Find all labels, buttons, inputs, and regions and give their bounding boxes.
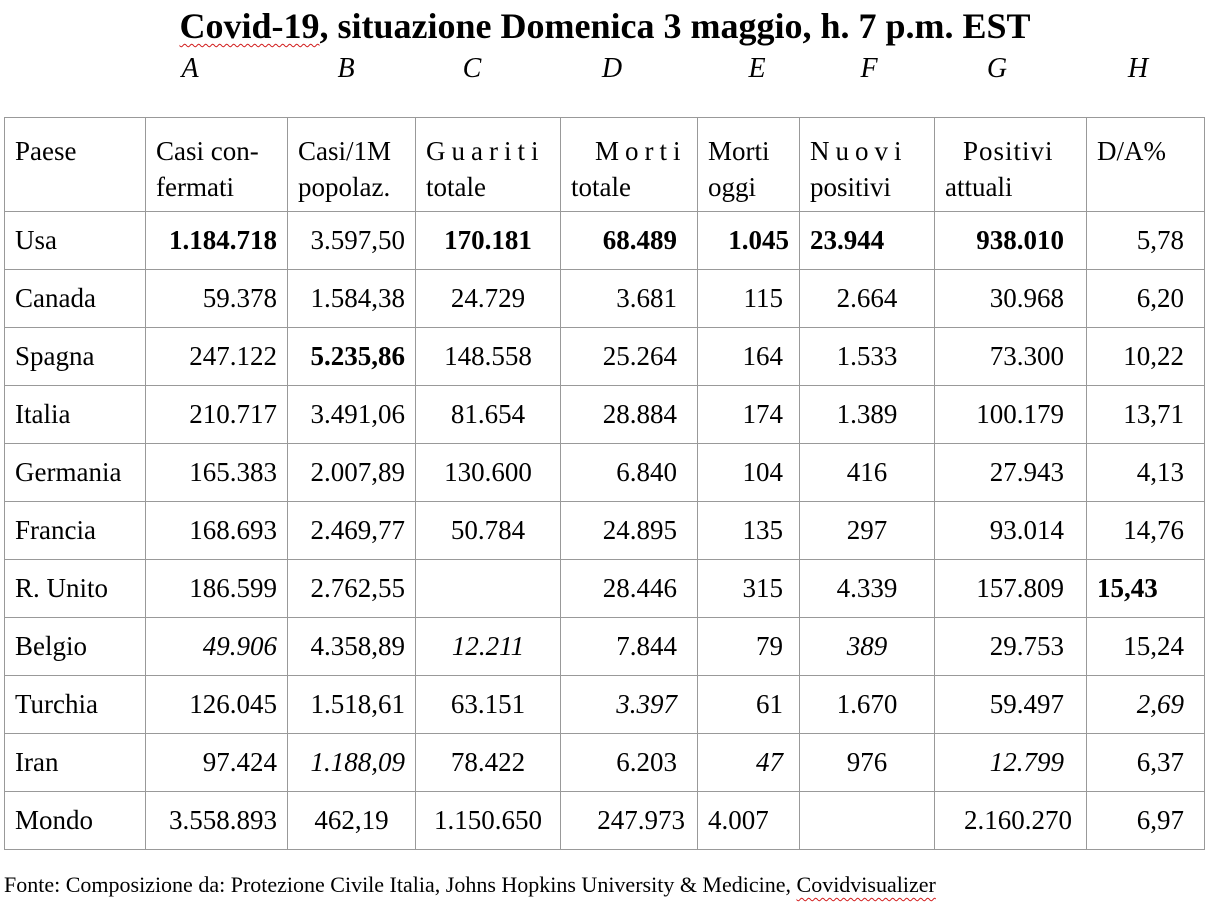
positivi-attuali-cell: 938.010 bbox=[935, 212, 1087, 270]
country-cell: Mondo bbox=[5, 792, 146, 850]
morti-oggi-cell: 61 bbox=[698, 676, 800, 734]
morti-totale-cell: 25.264 bbox=[561, 328, 698, 386]
column-letter-g: G bbox=[986, 53, 1008, 84]
guariti-cell: 1.150.650 bbox=[416, 792, 561, 850]
header-morti-totale: Morti totale bbox=[561, 118, 698, 212]
casi-confermati-cell: 165.383 bbox=[146, 444, 288, 502]
source-text: Fonte: Composizione da: Protezione Civile Italia, Johns Hopkins University & Medicine, bbox=[4, 872, 797, 897]
table-row bbox=[5, 618, 1205, 676]
positivi-attuali-cell: 2.160.270 bbox=[935, 792, 1087, 850]
nuovi-positivi-cell: 297 bbox=[800, 502, 935, 560]
casi-confermati-cell: 186.599 bbox=[146, 560, 288, 618]
table-row bbox=[5, 270, 1205, 328]
nuovi-positivi-cell bbox=[800, 792, 935, 850]
table-row bbox=[5, 676, 1205, 734]
casi-1m-cell: 1.584,38 bbox=[288, 270, 416, 328]
morti-totale-cell: 3.397 bbox=[561, 676, 698, 734]
country-cell: Turchia bbox=[5, 676, 146, 734]
header-morti-oggi: Morti oggi bbox=[698, 118, 800, 212]
da-percent-cell: 14,76 bbox=[1087, 502, 1205, 560]
table-row bbox=[5, 734, 1205, 792]
column-letter-a: A bbox=[181, 53, 199, 84]
column-letter-d: D bbox=[601, 53, 623, 84]
morti-oggi-cell: 115 bbox=[698, 270, 800, 328]
da-percent-cell: 6,37 bbox=[1087, 734, 1205, 792]
table-row bbox=[5, 328, 1205, 386]
morti-oggi-cell: 104 bbox=[698, 444, 800, 502]
source-note bbox=[4, 870, 936, 900]
da-percent-cell: 10,22 bbox=[1087, 328, 1205, 386]
morti-totale-cell: 7.844 bbox=[561, 618, 698, 676]
country-cell: Usa bbox=[5, 212, 146, 270]
document-title bbox=[0, 6, 1210, 46]
morti-oggi-cell: 79 bbox=[698, 618, 800, 676]
casi-confermati-cell: 168.693 bbox=[146, 502, 288, 560]
header-casi-confermati: Casi con- fermati bbox=[146, 118, 288, 212]
casi-1m-cell: 2.469,77 bbox=[288, 502, 416, 560]
casi-1m-cell: 462,19 bbox=[288, 792, 416, 850]
guariti-cell: 81.654 bbox=[416, 386, 561, 444]
morti-totale-cell: 68.489 bbox=[561, 212, 698, 270]
table-row bbox=[5, 386, 1205, 444]
casi-confermati-cell: 126.045 bbox=[146, 676, 288, 734]
title-word-covid: Covid-19 bbox=[179, 6, 320, 46]
da-percent-cell: 15,43 bbox=[1087, 560, 1205, 618]
header-paese: Paese bbox=[5, 118, 146, 212]
casi-confermati-cell: 247.122 bbox=[146, 328, 288, 386]
country-cell: R. Unito bbox=[5, 560, 146, 618]
table-header-row bbox=[5, 118, 1205, 212]
positivi-attuali-cell: 27.943 bbox=[935, 444, 1087, 502]
nuovi-positivi-cell: 976 bbox=[800, 734, 935, 792]
header-nuovi-positivi: Nuovi positivi bbox=[800, 118, 935, 212]
morti-totale-cell: 28.884 bbox=[561, 386, 698, 444]
casi-confermati-cell: 1.184.718 bbox=[146, 212, 288, 270]
title-rest: , situazione Domenica 3 maggio, h. 7 p.m. EST bbox=[319, 6, 1031, 46]
table-row bbox=[5, 444, 1205, 502]
country-cell: Spagna bbox=[5, 328, 146, 386]
nuovi-positivi-cell: 1.389 bbox=[800, 386, 935, 444]
casi-1m-cell: 2.007,89 bbox=[288, 444, 416, 502]
guariti-cell: 24.729 bbox=[416, 270, 561, 328]
table-row bbox=[5, 212, 1205, 270]
casi-confermati-cell: 49.906 bbox=[146, 618, 288, 676]
da-percent-cell: 2,69 bbox=[1087, 676, 1205, 734]
country-cell: Canada bbox=[5, 270, 146, 328]
country-cell: Italia bbox=[5, 386, 146, 444]
da-percent-cell: 5,78 bbox=[1087, 212, 1205, 270]
morti-totale-cell: 6.203 bbox=[561, 734, 698, 792]
column-letter-e: E bbox=[748, 53, 766, 84]
column-letters bbox=[0, 52, 1220, 88]
positivi-attuali-cell: 100.179 bbox=[935, 386, 1087, 444]
morti-oggi-cell: 174 bbox=[698, 386, 800, 444]
casi-1m-cell: 5.235,86 bbox=[288, 328, 416, 386]
casi-confermati-cell: 59.378 bbox=[146, 270, 288, 328]
guariti-cell: 170.181 bbox=[416, 212, 561, 270]
casi-1m-cell: 2.762,55 bbox=[288, 560, 416, 618]
header-casi-1m: Casi/1M popolaz. bbox=[288, 118, 416, 212]
nuovi-positivi-cell: 1.533 bbox=[800, 328, 935, 386]
column-letter-h: H bbox=[1127, 53, 1149, 84]
morti-totale-cell: 24.895 bbox=[561, 502, 698, 560]
guariti-cell: 130.600 bbox=[416, 444, 561, 502]
nuovi-positivi-cell: 4.339 bbox=[800, 560, 935, 618]
nuovi-positivi-cell: 416 bbox=[800, 444, 935, 502]
table-row bbox=[5, 502, 1205, 560]
table-row bbox=[5, 792, 1205, 850]
guariti-cell: 12.211 bbox=[416, 618, 561, 676]
da-percent-cell: 13,71 bbox=[1087, 386, 1205, 444]
positivi-attuali-cell: 29.753 bbox=[935, 618, 1087, 676]
header-da-percent: D/A% bbox=[1087, 118, 1205, 212]
positivi-attuali-cell: 59.497 bbox=[935, 676, 1087, 734]
morti-totale-cell: 247.973 bbox=[561, 792, 698, 850]
morti-totale-cell: 3.681 bbox=[561, 270, 698, 328]
da-percent-cell: 4,13 bbox=[1087, 444, 1205, 502]
country-cell: Belgio bbox=[5, 618, 146, 676]
table-row bbox=[5, 560, 1205, 618]
guariti-cell: 50.784 bbox=[416, 502, 561, 560]
morti-oggi-cell: 47 bbox=[698, 734, 800, 792]
positivi-attuali-cell: 157.809 bbox=[935, 560, 1087, 618]
positivi-attuali-cell: 30.968 bbox=[935, 270, 1087, 328]
source-link-covidvisualizer: Covidvisualizer bbox=[796, 872, 936, 897]
casi-confermati-cell: 3.558.893 bbox=[146, 792, 288, 850]
casi-1m-cell: 1.518,61 bbox=[288, 676, 416, 734]
covid-table bbox=[4, 117, 1205, 850]
column-letter-b: B bbox=[337, 53, 355, 84]
positivi-attuali-cell: 12.799 bbox=[935, 734, 1087, 792]
morti-oggi-cell: 4.007 bbox=[698, 792, 800, 850]
guariti-cell: 63.151 bbox=[416, 676, 561, 734]
casi-1m-cell: 3.491,06 bbox=[288, 386, 416, 444]
casi-1m-cell: 3.597,50 bbox=[288, 212, 416, 270]
country-cell: Francia bbox=[5, 502, 146, 560]
guariti-cell: 78.422 bbox=[416, 734, 561, 792]
column-letter-f: F bbox=[860, 53, 878, 84]
nuovi-positivi-cell: 389 bbox=[800, 618, 935, 676]
da-percent-cell: 15,24 bbox=[1087, 618, 1205, 676]
da-percent-cell: 6,20 bbox=[1087, 270, 1205, 328]
morti-oggi-cell: 164 bbox=[698, 328, 800, 386]
da-percent-cell: 6,97 bbox=[1087, 792, 1205, 850]
nuovi-positivi-cell: 23.944 bbox=[800, 212, 935, 270]
morti-oggi-cell: 135 bbox=[698, 502, 800, 560]
nuovi-positivi-cell: 1.670 bbox=[800, 676, 935, 734]
guariti-cell bbox=[416, 560, 561, 618]
morti-totale-cell: 28.446 bbox=[561, 560, 698, 618]
country-cell: Germania bbox=[5, 444, 146, 502]
country-cell: Iran bbox=[5, 734, 146, 792]
positivi-attuali-cell: 93.014 bbox=[935, 502, 1087, 560]
positivi-attuali-cell: 73.300 bbox=[935, 328, 1087, 386]
header-positivi-attuali: Positivi attuali bbox=[935, 118, 1087, 212]
casi-1m-cell: 1.188,09 bbox=[288, 734, 416, 792]
guariti-cell: 148.558 bbox=[416, 328, 561, 386]
casi-confermati-cell: 97.424 bbox=[146, 734, 288, 792]
morti-oggi-cell: 1.045 bbox=[698, 212, 800, 270]
casi-1m-cell: 4.358,89 bbox=[288, 618, 416, 676]
column-letter-c: C bbox=[462, 53, 482, 84]
casi-confermati-cell: 210.717 bbox=[146, 386, 288, 444]
nuovi-positivi-cell: 2.664 bbox=[800, 270, 935, 328]
morti-oggi-cell: 315 bbox=[698, 560, 800, 618]
morti-totale-cell: 6.840 bbox=[561, 444, 698, 502]
header-guariti: Guariti totale bbox=[416, 118, 561, 212]
